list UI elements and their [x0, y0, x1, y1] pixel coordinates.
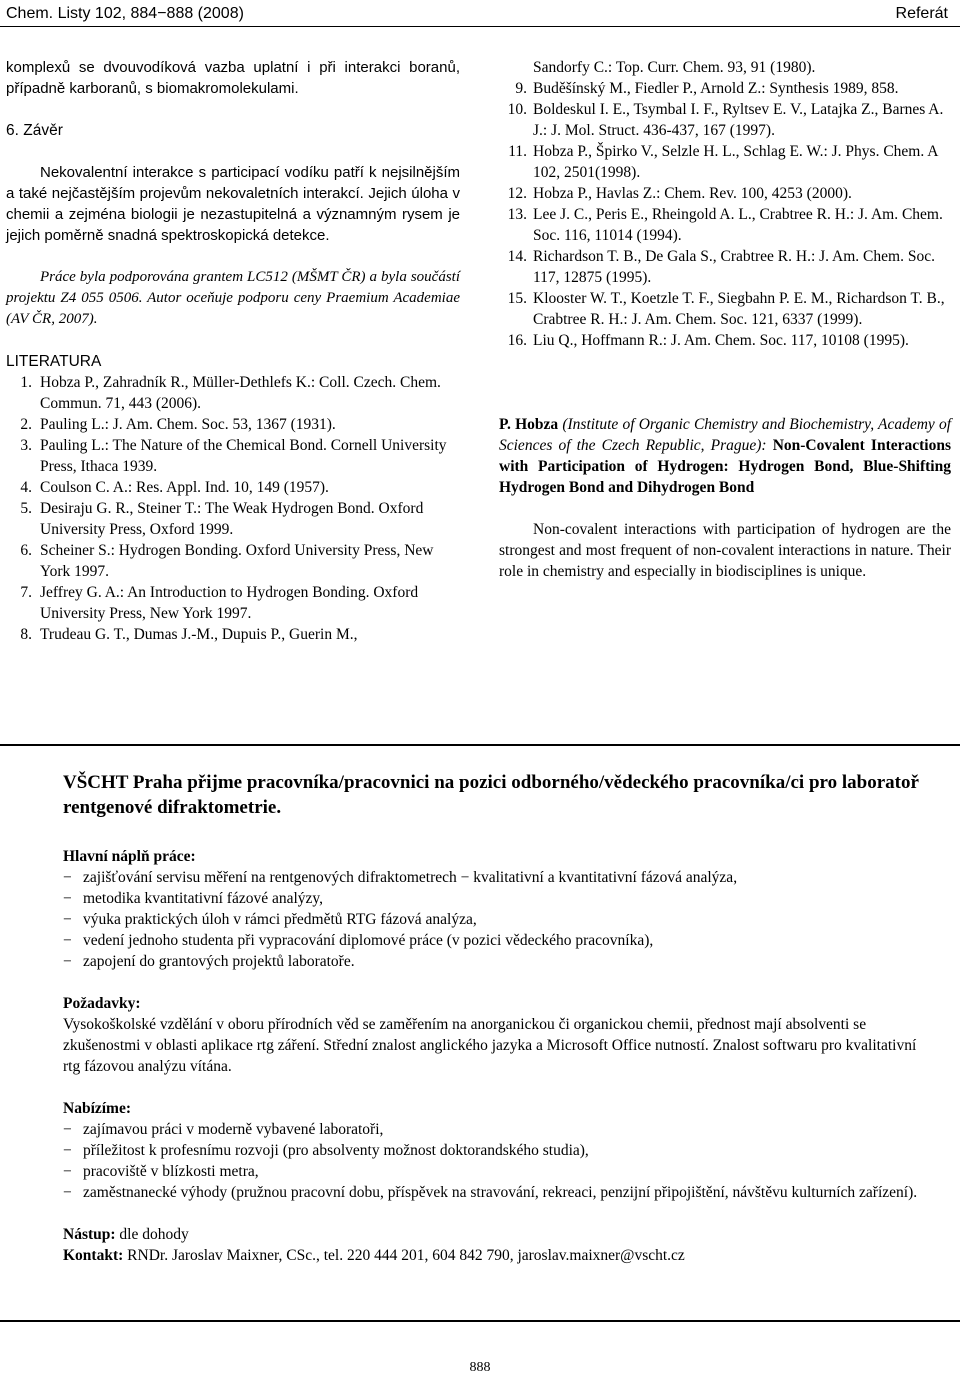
reference-number: 4. [20, 479, 32, 496]
reference-number: 10. [507, 101, 527, 118]
reference-item [499, 246, 951, 288]
offer-item: − zajímavou práci v moderně vybavené laboratoři, [63, 1119, 923, 1140]
advert-headline: VŠCHT Praha přijme pracovníka/pracovnici na pozici odborného/vědeckého pracovníka/ci pro laboratoř rentgenové difraktometrie. [63, 772, 919, 818]
duty-item: − vedení jednoho studenta při vypracování diplomové práce (v pozici vědeckého pracovníka), [63, 930, 923, 951]
requirements-title: Požadavky: [63, 995, 141, 1012]
reference-number: 2. [20, 416, 32, 433]
reference-text: Desiraju G. R., Steiner T.: The Weak Hydrogen Bond. Oxford University Press, Oxford 1999. [40, 500, 424, 538]
reference-list-right-items [499, 78, 951, 351]
reference-text: Trudeau G. T., Dumas J.-M., Dupuis P., Guerin M., [40, 626, 358, 643]
requirements-text: Vysokoškolské vzdělání v oboru přírodních věd se zaměřením na anorganickou či organickou chemii, přednost mají absolventi se zkušenostmi v oblasti aplikace rtg záření. Střední znalost anglického jazyka a Microsoft Office nutností. Znalost softwaru pro kvalitativní rtg fázovou analýzu vítána. [63, 1016, 917, 1075]
reference-text: Jeffrey G. A.: An Introduction to Hydrogen Bonding. Oxford University Press, New York 1997. [40, 584, 419, 622]
abstract-title: Non-Covalent Interactions with Participation of Hydrogen: Hydrogen Bond, Blue-Shifting Hydrogen Bond and Dihydrogen Bond [499, 437, 951, 496]
section-label: Referát [895, 5, 948, 22]
left-column [6, 57, 460, 645]
reference-text: Liu Q., Hoffmann R.: J. Am. Chem. Soc. 117, 10108 (1995). [533, 332, 909, 349]
advert-bottom-rule [0, 1320, 960, 1322]
duties-list [63, 867, 923, 972]
conclusion-paragraph: Nekovalentní interakce s participací vodíku patří k nejsilnějším a také nejčastějším projevům nekovaletních interakcí. Jejich úloha v chemii a zejména biologii je nezastupitelná a významným rysem je jejich poměrně snadná spektroskopická detekce. [6, 164, 460, 244]
english-abstract-heading [499, 414, 951, 498]
reference-item [499, 99, 951, 141]
offer-title: Nabízíme: [63, 1100, 132, 1117]
reference-text: Coulson C. A.: Res. Appl. Ind. 10, 149 (1957). [40, 479, 329, 496]
offer-item: − pracoviště v blízkosti metra, [63, 1161, 923, 1182]
offer-item: − zaměstnanecké výhody (pružnou pracovní dobu, příspěvek na stravování, rekreaci, penzijní připojištění, návštěvu kulturních zařízení). [63, 1182, 923, 1203]
reference-item [499, 288, 951, 330]
reference-item [6, 435, 460, 477]
reference-number: 3. [20, 437, 32, 454]
section-title: 6. Závěr [6, 122, 63, 139]
acknowledgement: Práce byla podporována grantem LC512 (MŠMT ČR) a byla součástí projektu Z4 055 0506. Autor oceňuje podporu ceny Praemium Academiae (AV ČR, 2007). [6, 269, 460, 327]
literature-title: LITERATURA [6, 353, 102, 370]
reference-number: 13. [507, 206, 527, 223]
journal-citation: Chem. Listy 102, 884−888 (2008) [6, 5, 244, 22]
page-number: 888 [469, 1360, 491, 1375]
reference-number: 12. [507, 185, 527, 202]
duty-item: − výuka praktických úloh v rámci předmětů RTG fázová analýza, [63, 909, 923, 930]
abstract-affiliation: (Institute of Organic Chemistry and Biochemistry, Academy of Sciences of the Czech Republic, Prague): [499, 416, 952, 454]
reference-text: Boldeskul I. E., Tsymbal I. F., Ryltsev E. V., Latajka Z., Barnes A. J.: J. Mol. Struct. 436-437, 167 (1997). [533, 101, 944, 139]
contact-line: Kontakt: RNDr. Jaroslav Maixner, CSc., tel. 220 444 201, 604 842 790, jaroslav.maixner@vscht.cz [63, 1247, 685, 1264]
reference-continuation: Sandorfy C.: Top. Curr. Chem. 93, 91 (1980). [533, 59, 816, 76]
duty-item: − zajišťování servisu měření na rentgenových difraktometrech − kvalitativní a kvantitativní fázová analýza, [63, 867, 923, 888]
reference-list-right [499, 57, 951, 78]
reference-item [6, 540, 460, 582]
abstract-text: Non-covalent interactions with participation of hydrogen are the strongest and most frequent of non-covalent interactions in nature. Their role in chemistry and especially in biodisciplines is unique. [499, 521, 951, 580]
reference-number: 8. [20, 626, 32, 643]
job-advertisement [63, 770, 923, 1266]
offer-item: − příležitost k profesnímu rozvoji (pro absolventy možnost doktorandského studia), [63, 1140, 923, 1161]
reference-item [6, 372, 460, 414]
reference-number: 5. [20, 500, 32, 517]
reference-text: Lee J. C., Peris E., Rheingold A. L., Crabtree R. H.: J. Am. Chem. Soc. 116, 11014 (1994). [533, 206, 943, 244]
reference-item [499, 78, 951, 99]
reference-item [6, 624, 460, 645]
offer-list [63, 1119, 923, 1203]
reference-number: 16. [507, 332, 527, 349]
right-column [499, 57, 951, 582]
duty-item: − zapojení do grantových projektů laboratoře. [63, 951, 923, 972]
start-line: Nástup: dle dohody [63, 1226, 189, 1243]
reference-number: 14. [507, 248, 527, 265]
duty-item: − metodika kvantitativní fázové analýzy, [63, 888, 923, 909]
reference-text: Richardson T. B., De Gala S., Crabtree R. H.: J. Am. Chem. Soc. 117, 12875 (1995). [533, 248, 935, 286]
reference-text: Hobza P., Špirko V., Selzle H. L., Schlag E. W.: J. Phys. Chem. A 102, 2501(1998). [533, 143, 938, 181]
reference-text: Pauling L.: The Nature of the Chemical Bond. Cornell University Press, Ithaca 1939. [40, 437, 447, 475]
reference-number: 7. [20, 584, 32, 601]
reference-number: 11. [508, 143, 527, 160]
reference-item [6, 477, 460, 498]
reference-number: 15. [507, 290, 527, 307]
reference-text: Klooster W. T., Koetzle T. F., Siegbahn P. E. M., Richardson T. B., Crabtree R. H.: J. Am. Chem. Soc. 121, 6337 (1999). [533, 290, 945, 328]
reference-item [499, 141, 951, 183]
reference-number: 1. [20, 374, 32, 391]
reference-item [499, 330, 951, 351]
reference-text: Buděšínský M., Fiedler P., Arnold Z.: Synthesis 1989, 858. [533, 80, 899, 97]
reference-item [499, 204, 951, 246]
advert-top-rule [0, 744, 960, 746]
reference-list-left [6, 372, 460, 645]
reference-item [499, 183, 951, 204]
reference-text: Hobza P., Zahradník R., Müller-Dethlefs K.: Coll. Czech. Chem. Commun. 71, 443 (2006). [40, 374, 441, 412]
reference-text: Scheiner S.: Hydrogen Bonding. Oxford University Press, New York 1997. [40, 542, 434, 580]
duties-title: Hlavní náplň práce: [63, 848, 196, 865]
intro-paragraph: komplexů se dvouvodíková vazba uplatní i při interakci boranů, případně karboranů, s biomakromolekulami. [6, 59, 460, 97]
reference-number: 9. [515, 80, 527, 97]
reference-item [6, 582, 460, 624]
header-divider [0, 26, 960, 27]
reference-text: Pauling L.: J. Am. Chem. Soc. 53, 1367 (1931). [40, 416, 336, 433]
abstract-author: P. Hobza [499, 416, 559, 433]
reference-item [6, 414, 460, 435]
reference-text: Hobza P., Havlas Z.: Chem. Rev. 100, 4253 (2000). [533, 185, 852, 202]
reference-number: 6. [20, 542, 32, 559]
reference-item [6, 498, 460, 540]
